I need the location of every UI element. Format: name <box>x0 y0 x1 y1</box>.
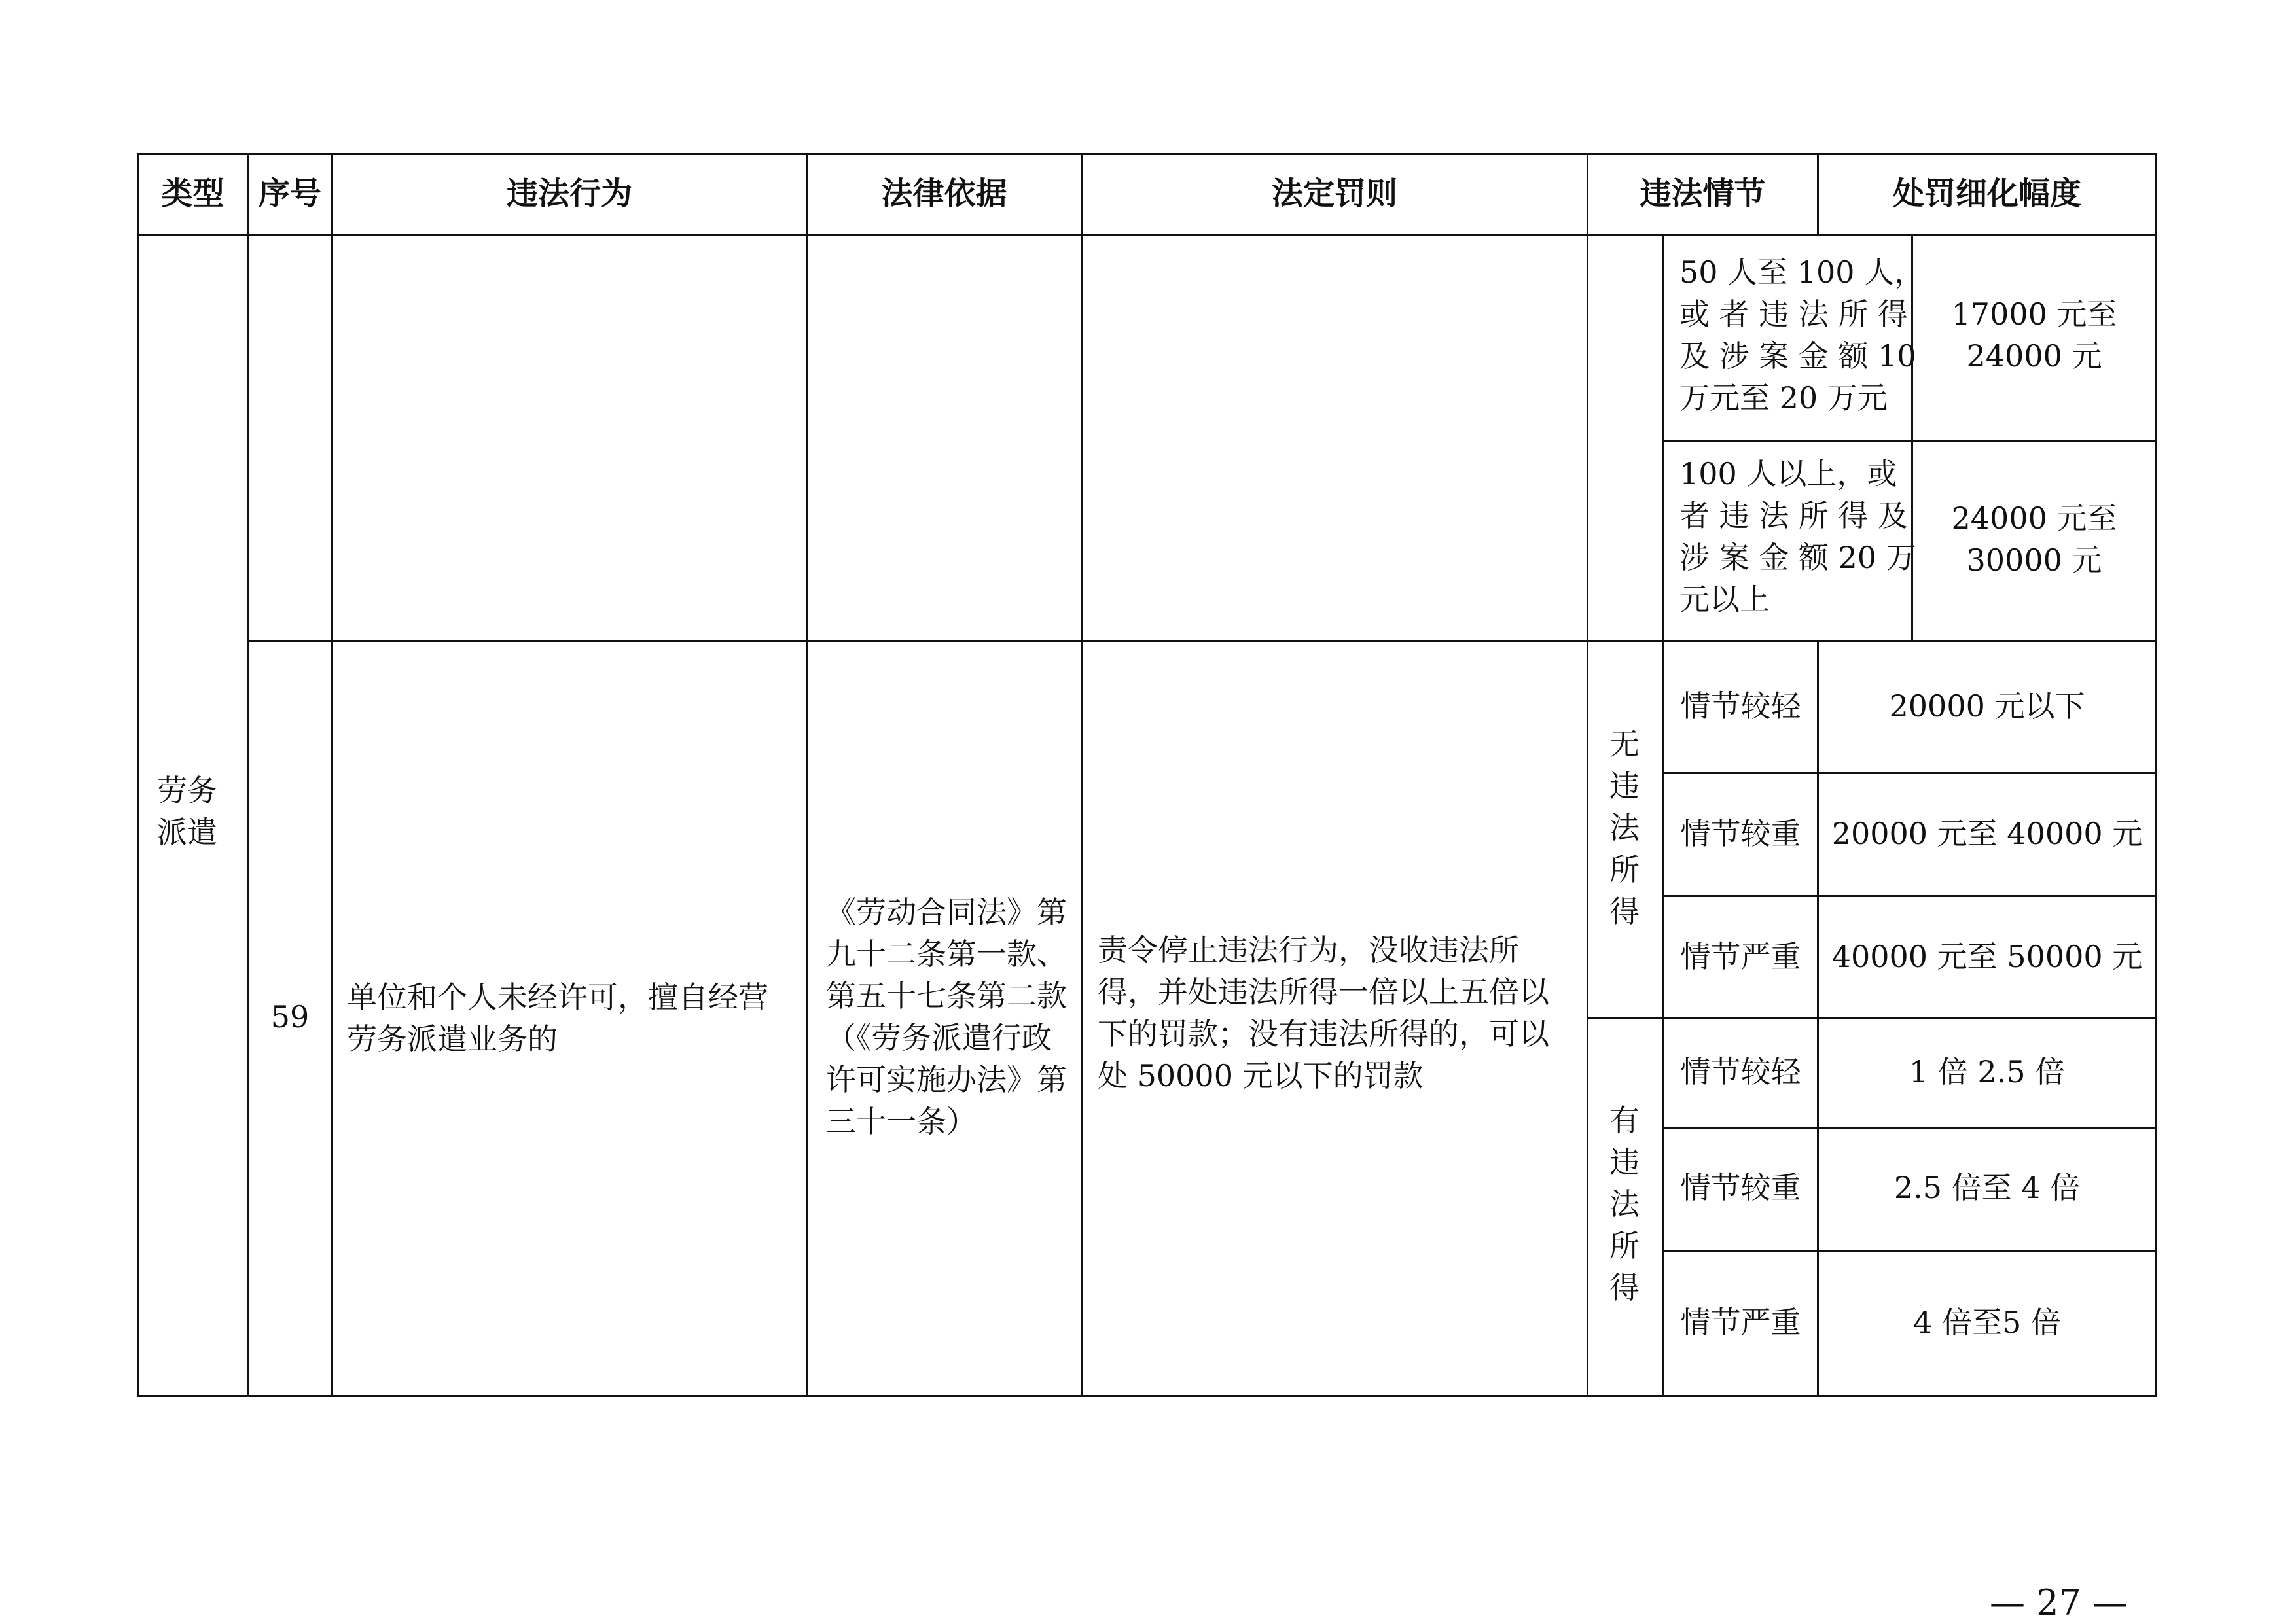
circumstance-line: 及 涉 案 金 额 10 <box>1679 338 1916 374</box>
range-line: 24000 元 <box>1966 338 2102 374</box>
basis-line: 许可实施办法》第 <box>826 1062 1067 1097</box>
circumstance-line: 者 违 法 所 得 及 <box>1679 498 1909 533</box>
column-rule <box>331 153 333 1397</box>
category-label: 劳务派遣 <box>157 773 217 850</box>
range-value: 2.5 倍至 4 倍 <box>1893 1170 2081 1205</box>
table-border-left <box>137 153 139 1397</box>
level-label: 情节较重 <box>1680 816 1801 851</box>
column-rule <box>1587 153 1588 1397</box>
range-line: 30000 元 <box>1966 542 2102 578</box>
item-top-rule <box>247 640 2157 642</box>
basis-line: （《劳务派遣行政 <box>826 1020 1052 1055</box>
range-value: 1 倍 2.5 倍 <box>1909 1054 2066 1089</box>
header-basis: 法律依据 <box>881 175 1007 212</box>
circumstance-line: 或 者 违 法 所 得 <box>1679 296 1909 332</box>
range-value: 40000 元至 50000 元 <box>1831 939 2143 974</box>
item-number: 59 <box>270 999 310 1034</box>
penalty-line: 得，并处违法所得一倍以上五倍以 <box>1098 974 1549 1010</box>
header-penalty: 法定罚则 <box>1271 175 1397 212</box>
level-divider <box>1662 1127 2157 1129</box>
group-divider <box>1587 1017 2157 1019</box>
page-number: — 27 — <box>1990 1582 2128 1623</box>
header-number: 序号 <box>258 175 321 212</box>
range-value: 4 倍至5 倍 <box>1913 1305 2061 1340</box>
act-line: 单位和个人未经许可，擅自经营 <box>347 980 768 1015</box>
level-divider <box>1662 1250 2157 1252</box>
basis-line: 九十二条第一款、 <box>826 936 1067 972</box>
penalty-line: 责令停止违法行为，没收违法所 <box>1098 932 1519 968</box>
table-border-bottom <box>137 1395 2157 1397</box>
act-line: 劳务派遣业务的 <box>347 1021 558 1057</box>
table-border-right <box>2155 153 2157 1397</box>
level-divider <box>1662 895 2157 897</box>
basis-line: 《劳动合同法》第 <box>826 894 1067 930</box>
level-divider <box>1662 772 2157 774</box>
level-label: 情节较轻 <box>1680 1054 1801 1089</box>
level-label: 情节严重 <box>1680 939 1801 974</box>
circumstance-line: 50 人至 100 人， <box>1679 255 1925 290</box>
range-value: 20000 元至 40000 元 <box>1831 816 2143 851</box>
group-label-no-income: 无违法所得 <box>1609 726 1640 929</box>
column-rule <box>247 153 249 1397</box>
header-circumstance: 违法情节 <box>1640 175 1766 212</box>
basis-line: 三十一条） <box>826 1104 977 1139</box>
header-range: 处罚细化幅度 <box>1892 175 2081 212</box>
circumstance-line: 万元至 20 万元 <box>1679 380 1888 415</box>
circumstance-line: 元以上 <box>1679 582 1770 617</box>
range-line: 17000 元至 <box>1951 296 2117 332</box>
column-rule <box>1081 153 1083 1397</box>
header-type: 类型 <box>161 175 224 212</box>
penalty-line: 处 50000 元以下的罚款 <box>1098 1058 1424 1093</box>
level-label: 情节较重 <box>1680 1170 1801 1205</box>
header-bottom-rule <box>137 234 2157 236</box>
column-rule <box>806 153 808 1397</box>
column-rule <box>1817 640 1819 1397</box>
circumstance-divider <box>1662 440 2157 442</box>
header-act: 违法行为 <box>506 175 632 212</box>
group-label-with-income: 有违法所得 <box>1609 1103 1640 1305</box>
circumstance-line: 涉 案 金 额 20 万 <box>1679 540 1916 575</box>
circumstance-line: 100 人以上，或 <box>1679 456 1897 491</box>
penalty-line: 下的罚款；没有违法所得的，可以 <box>1098 1016 1549 1051</box>
level-label: 情节较轻 <box>1680 688 1801 724</box>
basis-line: 第五十七条第二款 <box>826 978 1067 1014</box>
table-border-top <box>137 153 2157 155</box>
range-value: 20000 元以下 <box>1889 688 2085 724</box>
range-line: 24000 元至 <box>1951 501 2117 536</box>
level-label: 情节严重 <box>1680 1305 1801 1340</box>
